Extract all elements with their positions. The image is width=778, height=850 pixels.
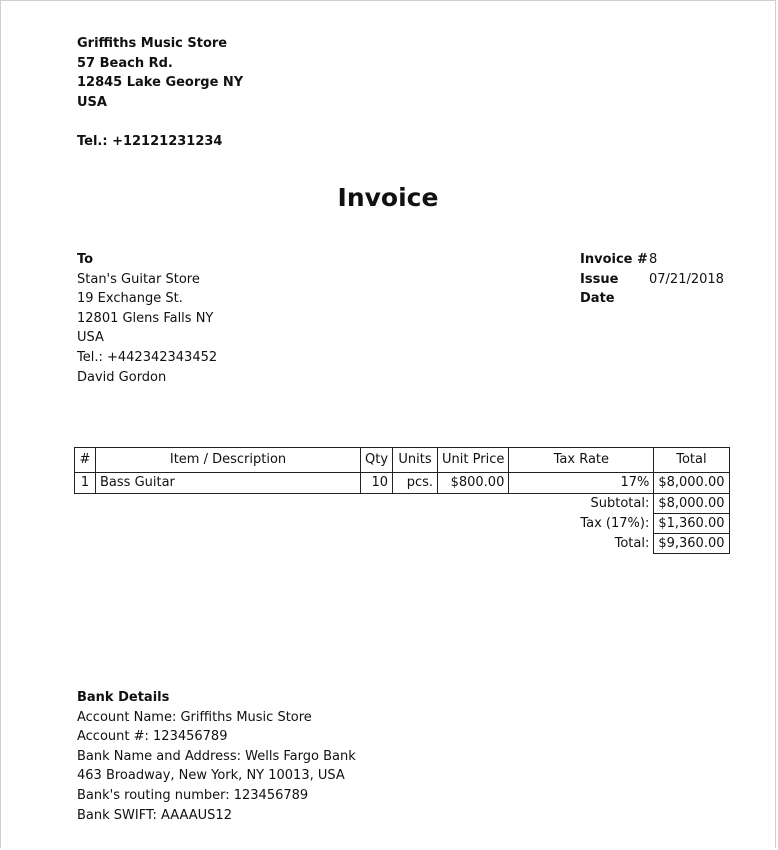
bank-swift: Bank SWIFT: AAAAUS12: [77, 807, 232, 823]
bank-routing: Bank's routing number: 123456789: [77, 787, 309, 803]
bank-name: Bank Name and Address: Wells Fargo Bank: [77, 748, 356, 764]
issue-date-label: Issue Date: [580, 271, 619, 307]
column-header: Tax Rate: [509, 448, 654, 473]
invoice-number-row: [580, 250, 724, 270]
subtotal-value: $8,000.00: [654, 494, 729, 514]
item-description: Bass Guitar: [96, 473, 361, 494]
item-unit-price: $800.00: [438, 473, 509, 494]
column-header: Unit Price: [438, 448, 509, 473]
seller-city: 12845 Lake George NY: [77, 75, 244, 91]
item-tax-rate: 17%: [509, 473, 654, 494]
item-total: $8,000.00: [654, 473, 729, 494]
column-header: Total: [654, 448, 729, 473]
total-label: Total:: [614, 535, 650, 551]
issue-date-value: 07/21/2018: [649, 271, 724, 287]
seller-street: 57 Beach Rd.: [77, 55, 173, 71]
tax-row: [75, 514, 730, 534]
bank-account-name: Account Name: Griffiths Music Store: [77, 709, 312, 725]
item-qty: 10: [361, 473, 393, 494]
seller-address: [77, 34, 243, 152]
total-value: $9,360.00: [654, 534, 729, 554]
bank-account-number: Account #: 123456789: [77, 729, 228, 745]
table-header-row: [75, 448, 730, 473]
column-header: #: [75, 448, 96, 473]
item-units: pcs.: [393, 473, 438, 494]
issue-date-row: [580, 270, 724, 309]
bank-details: [77, 688, 356, 825]
recipient-heading: To: [77, 252, 94, 267]
column-header: Units: [393, 448, 438, 473]
recipient-street: 19 Exchange St.: [77, 291, 183, 307]
seller-country: USA: [77, 94, 107, 110]
bank-address: 463 Broadway, New York, NY 10013, USA: [77, 768, 345, 784]
tax-value: $1,360.00: [654, 514, 729, 534]
seller-name: Griffiths Music Store: [77, 36, 228, 51]
document-title: Invoice: [337, 183, 439, 212]
column-header: Qty: [361, 448, 393, 473]
total-row: [75, 534, 730, 554]
recipient-country: USA: [77, 330, 104, 346]
bank-heading: Bank Details: [77, 690, 170, 705]
invoice-number-label: Invoice #: [580, 252, 648, 267]
recipient-name: Stan's Guitar Store: [77, 271, 200, 287]
recipient-city: 12801 Glens Falls NY: [77, 310, 214, 326]
recipient-tel: Tel.: +442342343452: [77, 349, 218, 365]
line-items-table: [74, 447, 730, 554]
subtotal-label: Subtotal:: [590, 495, 650, 511]
row-number: 1: [75, 473, 96, 494]
tax-label: Tax (17%):: [580, 515, 650, 531]
recipient-address: [77, 250, 217, 387]
table-row: [75, 473, 730, 494]
invoice-meta: [580, 250, 724, 309]
column-header: Item / Description: [96, 448, 361, 473]
seller-tel: Tel.: +12121231234: [77, 133, 223, 149]
subtotal-row: [75, 494, 730, 514]
invoice-number-value: 8: [649, 252, 658, 267]
recipient-contact: David Gordon: [77, 369, 167, 385]
